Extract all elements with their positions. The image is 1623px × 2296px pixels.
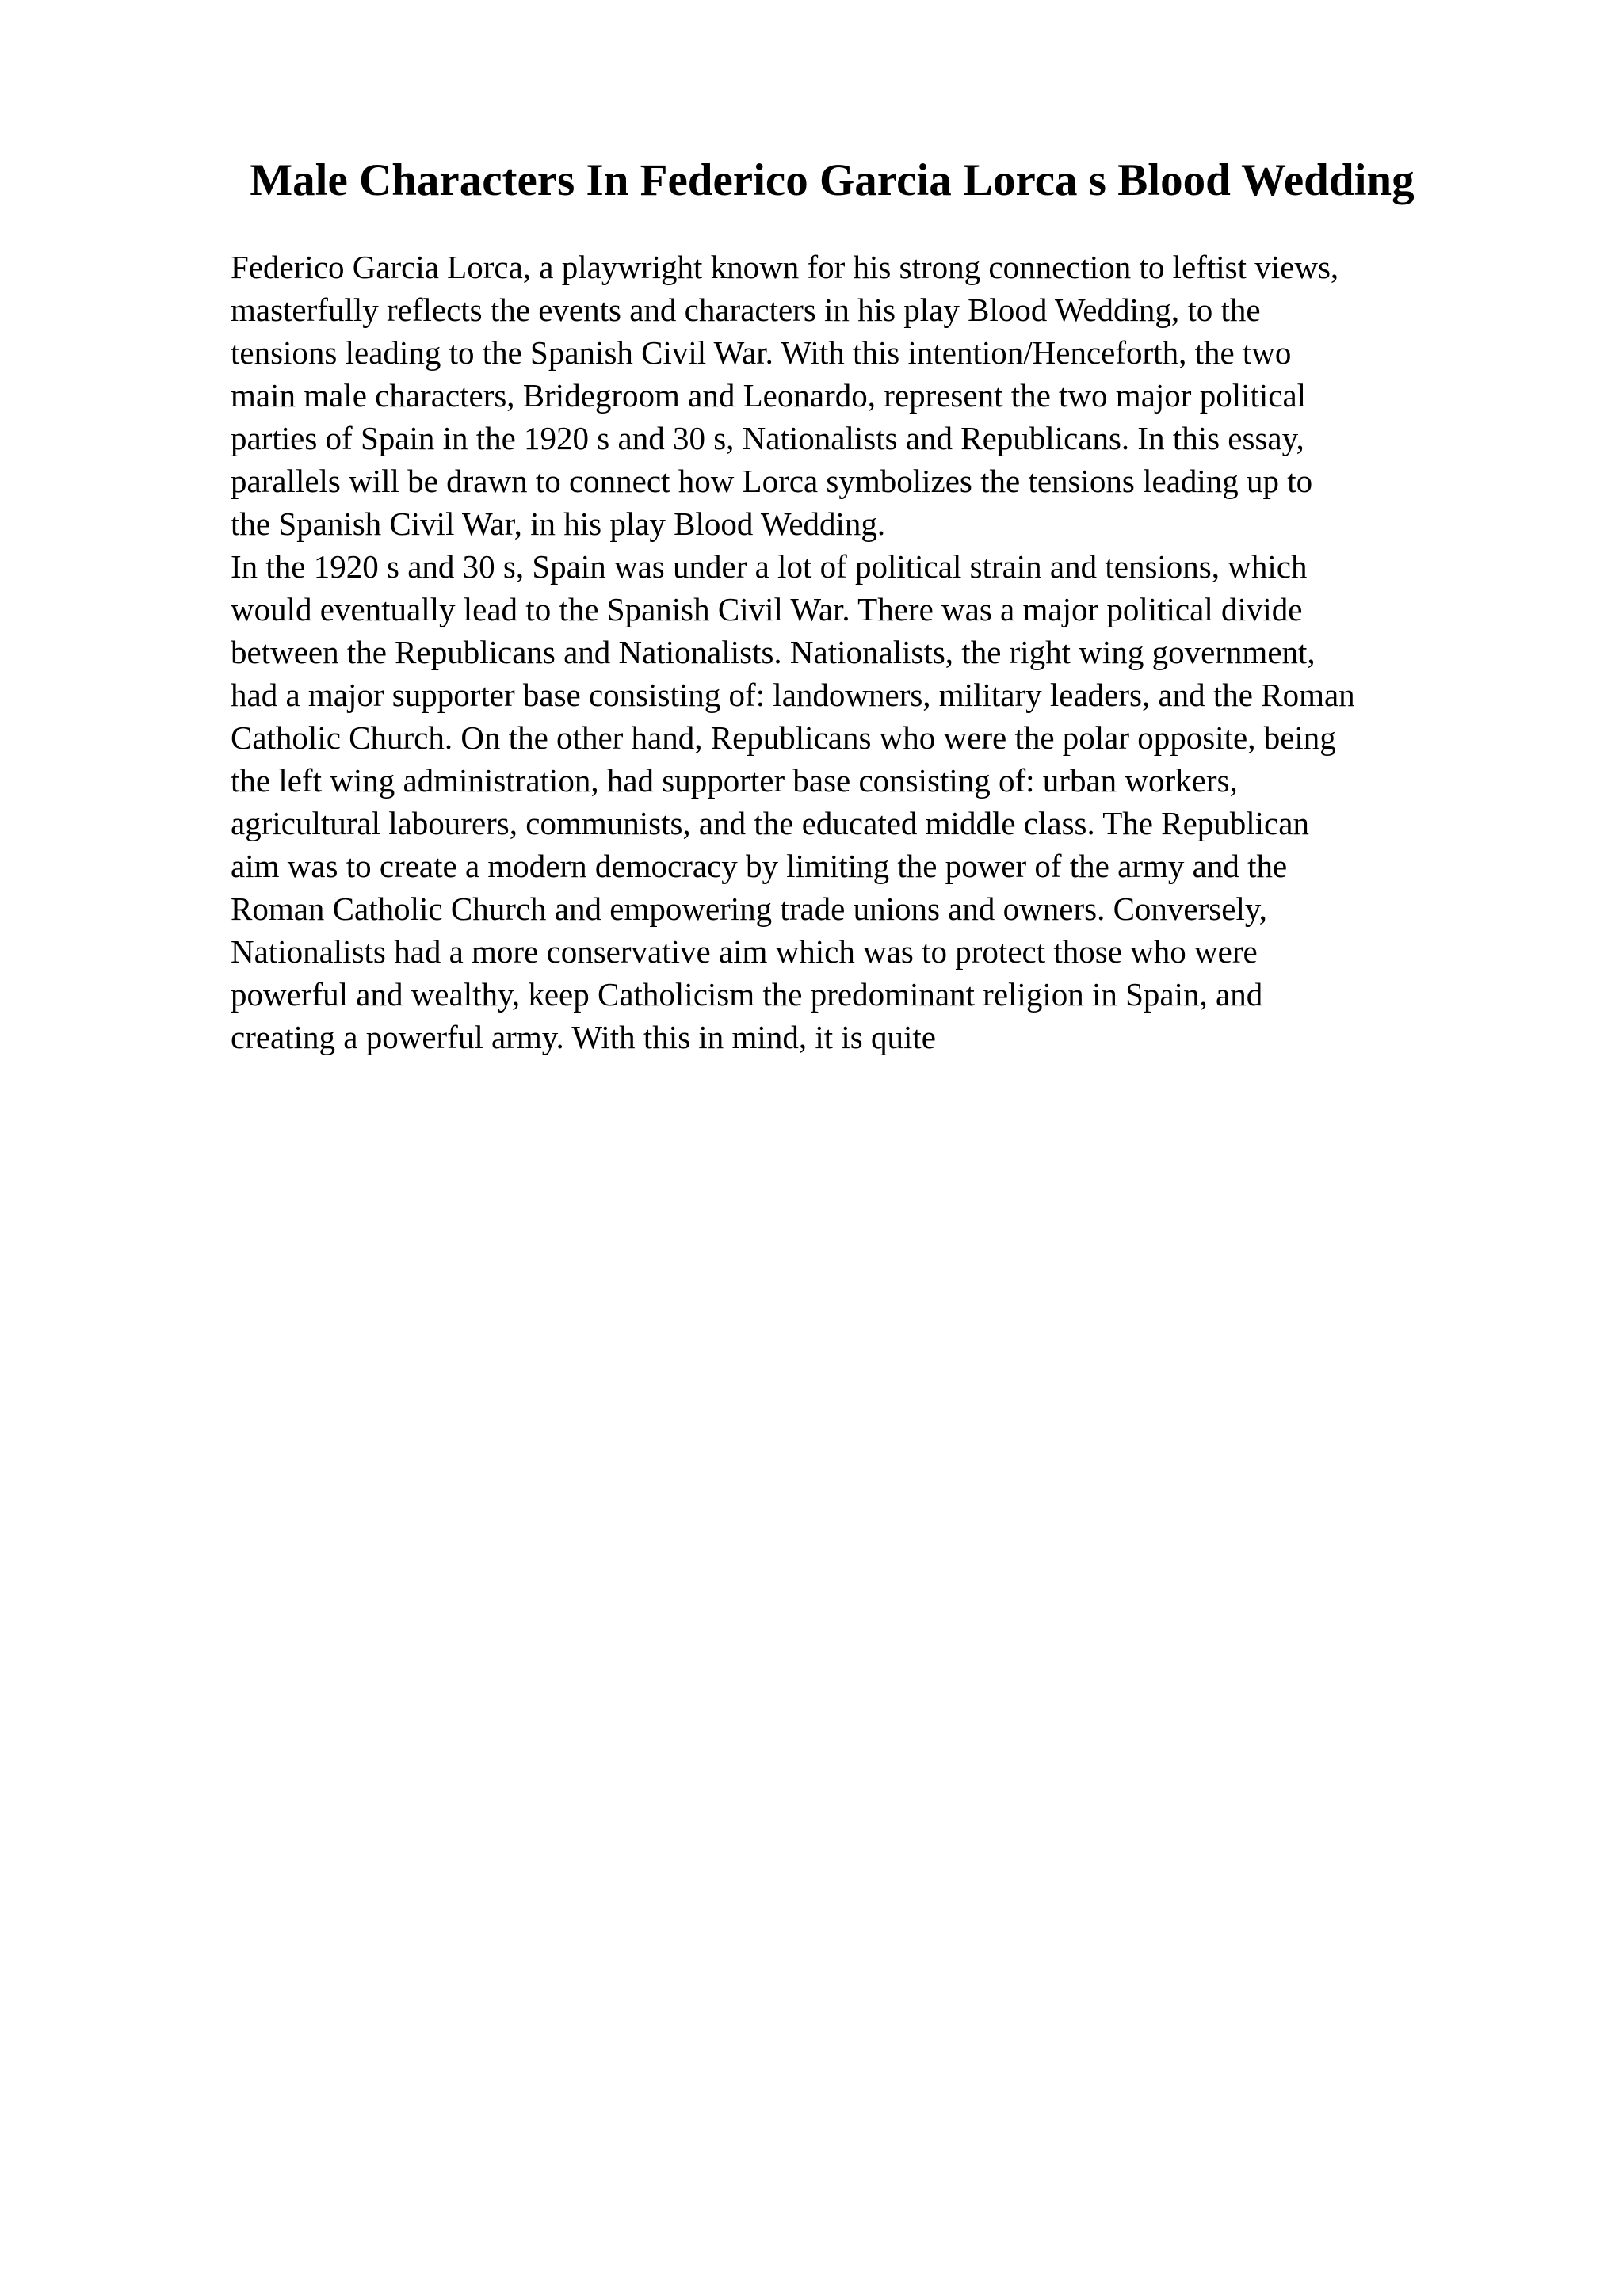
text-line: parties of Spain in the 1920 s and 30 s, Nationalists and Republicans. In this essay, — [231, 420, 1304, 456]
text-line: masterfully reflects the events and characters in his play Blood Wedding, to the — [231, 292, 1261, 328]
text-line: agricultural labourers, communists, and the educated middle class. The Republican — [231, 805, 1309, 841]
text-line: powerful and wealthy, keep Catholicism the predominant religion in Spain, and — [231, 976, 1263, 1013]
text-line: would eventually lead to the Spanish Civil War. There was a major political divide — [231, 591, 1303, 627]
paragraph-context — [231, 545, 1530, 1058]
text-line: tensions leading to the Spanish Civil War. With this intention/Henceforth, the two — [231, 334, 1292, 371]
text-line: aim was to create a modern democracy by limiting the power of the army and the — [231, 848, 1288, 884]
text-line: Federico Garcia Lorca, a playwright known for his strong connection to leftist views, — [231, 249, 1339, 285]
document-body — [231, 246, 1530, 1058]
paragraph-intro — [231, 246, 1530, 545]
text-line: parallels will be drawn to connect how Lorca symbolizes the tensions leading up to — [231, 463, 1313, 499]
text-line: between the Republicans and Nationalists. Nationalists, the right wing government, — [231, 634, 1316, 670]
text-line: Catholic Church. On the other hand, Republicans who were the polar opposite, being — [231, 719, 1336, 756]
text-line: Roman Catholic Church and empowering trade unions and owners. Conversely, — [231, 891, 1267, 927]
document-title: Male Characters In Federico Garcia Lorca s Blood Wedding — [250, 155, 1415, 205]
text-line: had a major supporter base consisting of: landowners, military leaders, and the Roman — [231, 677, 1355, 713]
text-line: Nationalists had a more conservative aim which was to protect those who were — [231, 933, 1258, 970]
text-line: In the 1920 s and 30 s, Spain was under a lot of political strain and tensions, which — [231, 548, 1308, 585]
text-line: the left wing administration, had supporter base consisting of: urban workers, — [231, 762, 1238, 799]
text-line: the Spanish Civil War, in his play Blood Wedding. — [231, 505, 886, 542]
text-line: creating a powerful army. With this in mind, it is quite — [231, 1019, 936, 1055]
text-line: main male characters, Bridegroom and Leonardo, represent the two major political — [231, 377, 1307, 414]
